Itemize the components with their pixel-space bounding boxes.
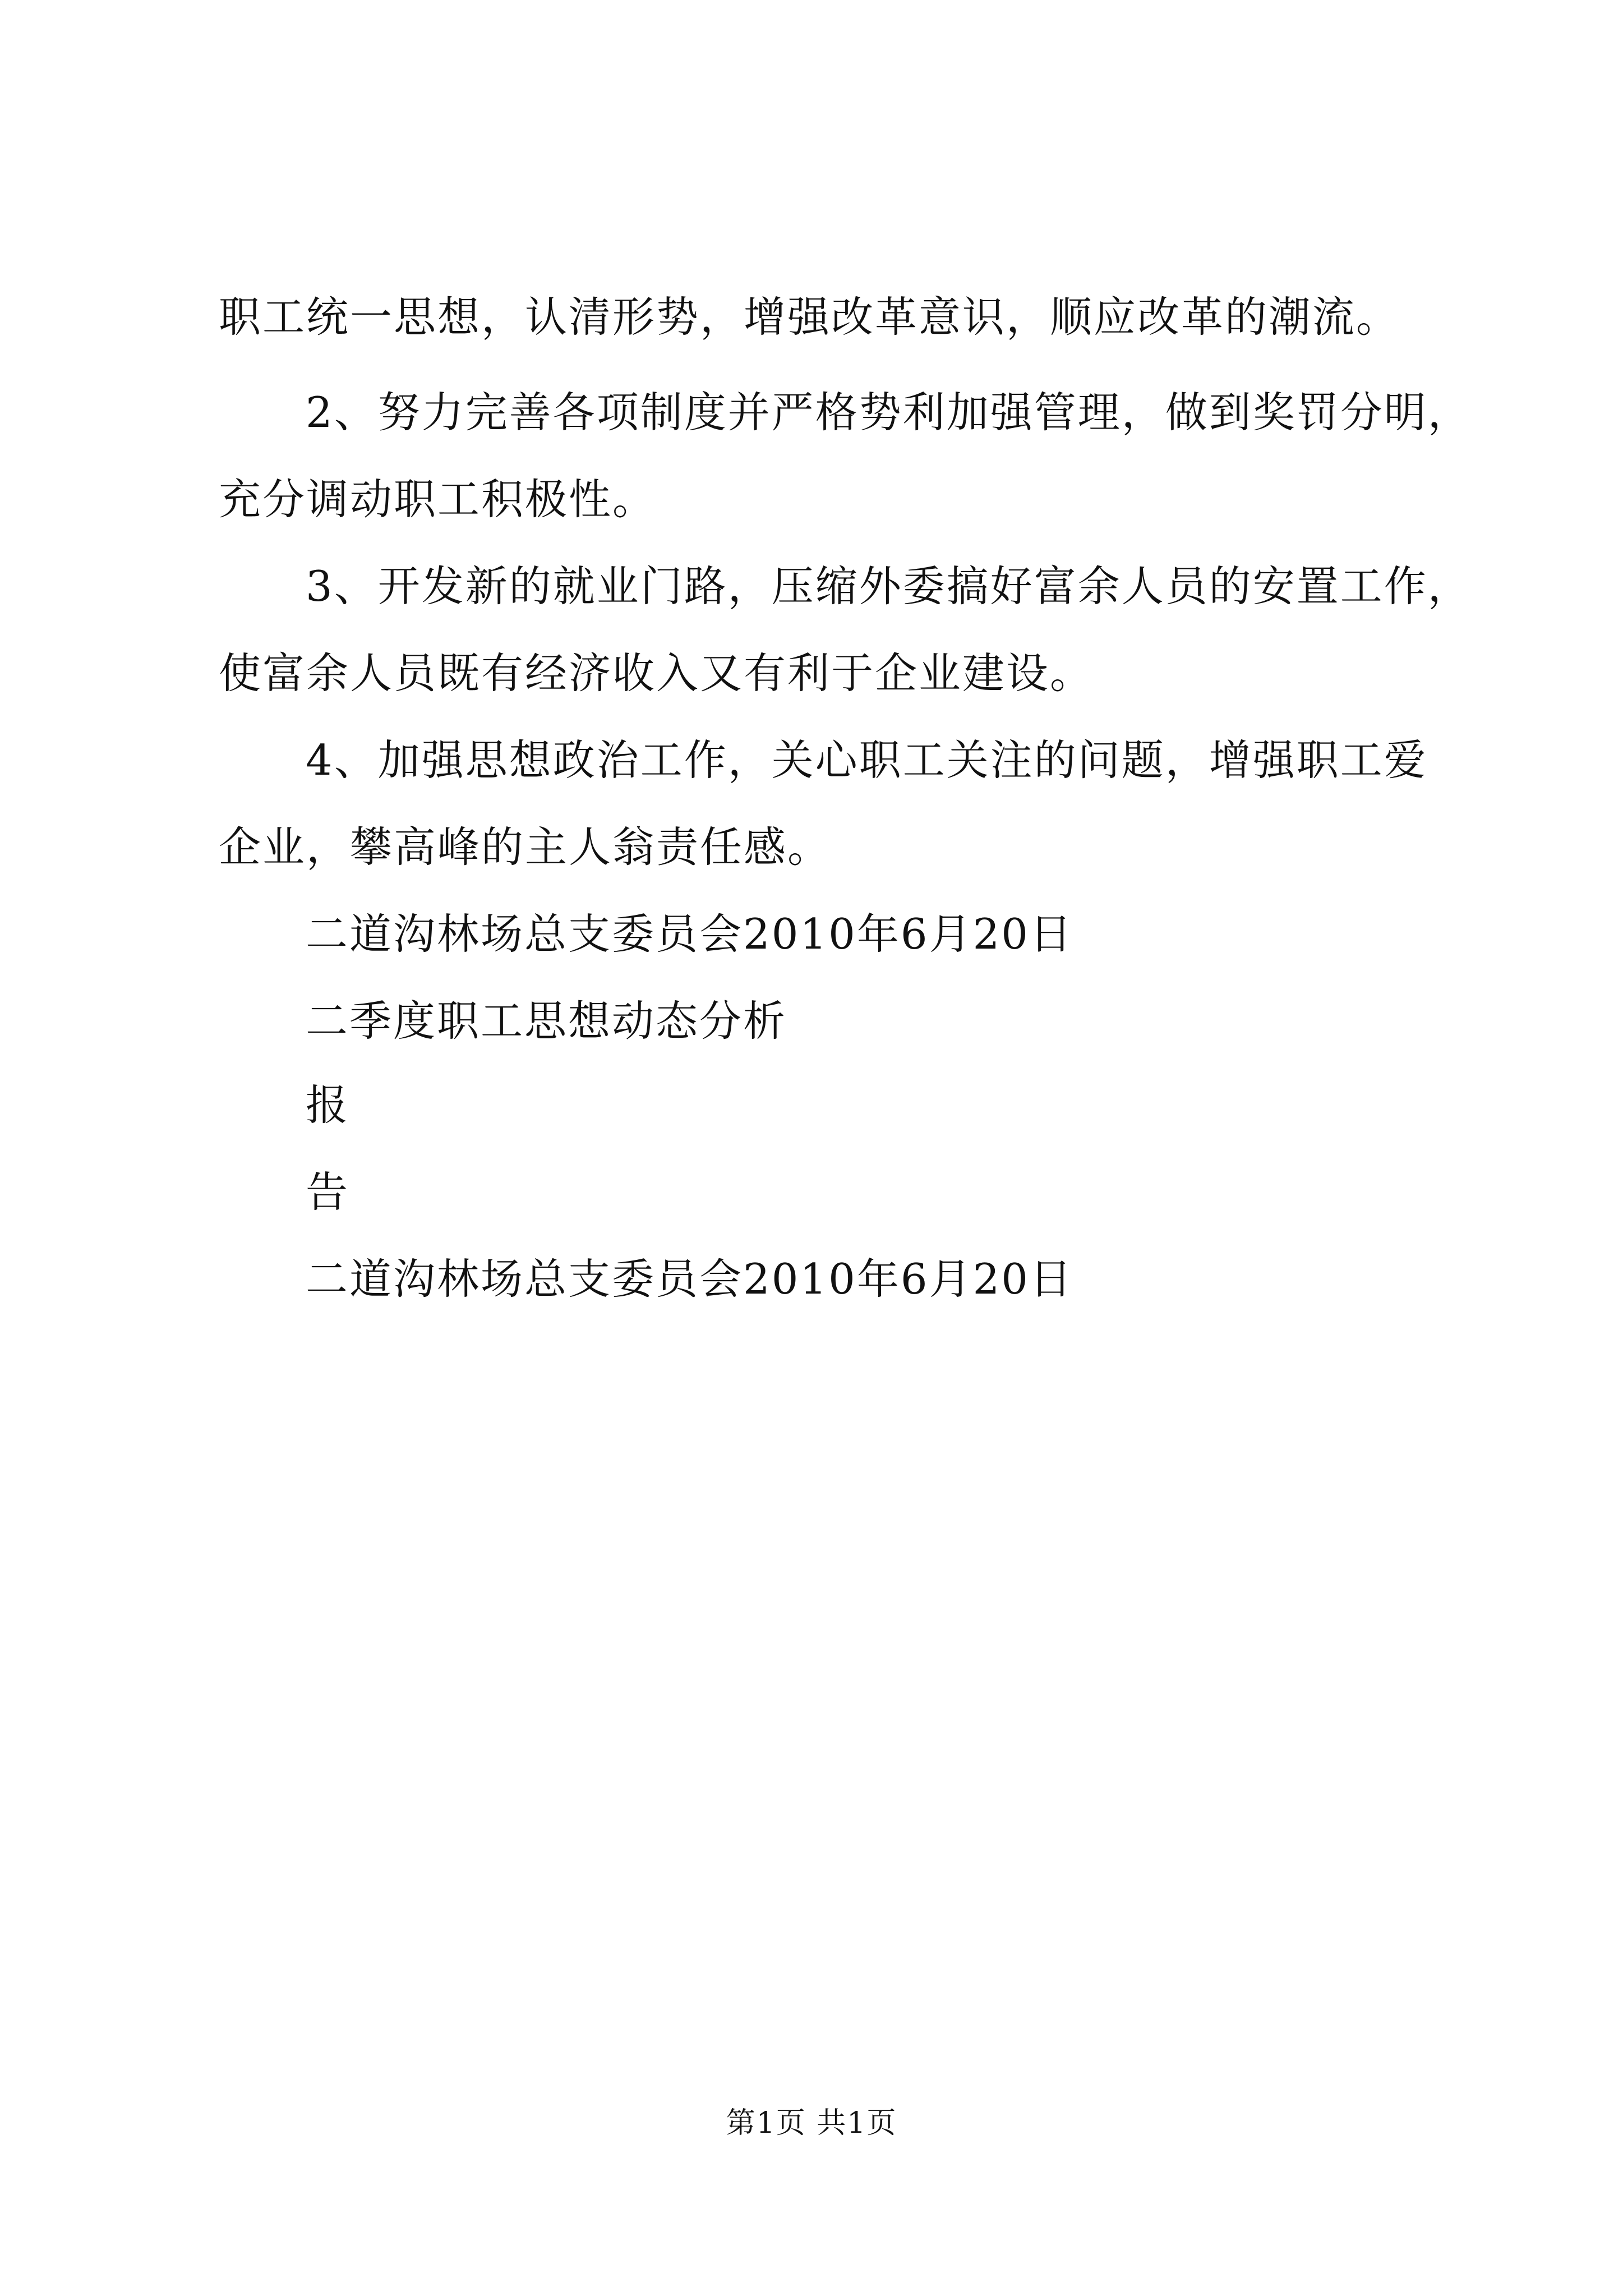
page-footer: 第1页 共1页 (726, 2106, 897, 2140)
signature-line-2: 二道沟林场总支委员会2010年6月20日 (306, 1254, 1074, 1304)
paragraph-1-continuation: 职工统一思想，认清形势，增强改革意识，顺应改革的潮流。 (219, 292, 1400, 342)
paragraph-4-line-2: 企业，攀高峰的主人翁责任感。 (219, 822, 832, 872)
paragraph-2-line-2: 充分调动职工积极性。 (219, 475, 657, 524)
signature-line-1: 二道沟林场总支委员会2010年6月20日 (306, 909, 1074, 959)
report-title-char-2: 告 (306, 1167, 350, 1217)
report-title: 二季度职工思想动态分析 (306, 996, 787, 1046)
paragraph-2-line-1: 2、努力完善各项制度并严格势利加强管理，做到奖罚分明， (306, 388, 1472, 437)
paragraph-3-line-2: 使富余人员既有经济收入又有利于企业建设。 (219, 648, 1094, 698)
paragraph-4-line-1: 4、加强思想政治工作，关心职工关注的问题，增强职工爱 (306, 735, 1428, 785)
paragraph-3-line-1: 3、开发新的就业门路，压缩外委搞好富余人员的安置工作， (306, 562, 1472, 611)
report-title-char-1: 报 (306, 1080, 350, 1130)
